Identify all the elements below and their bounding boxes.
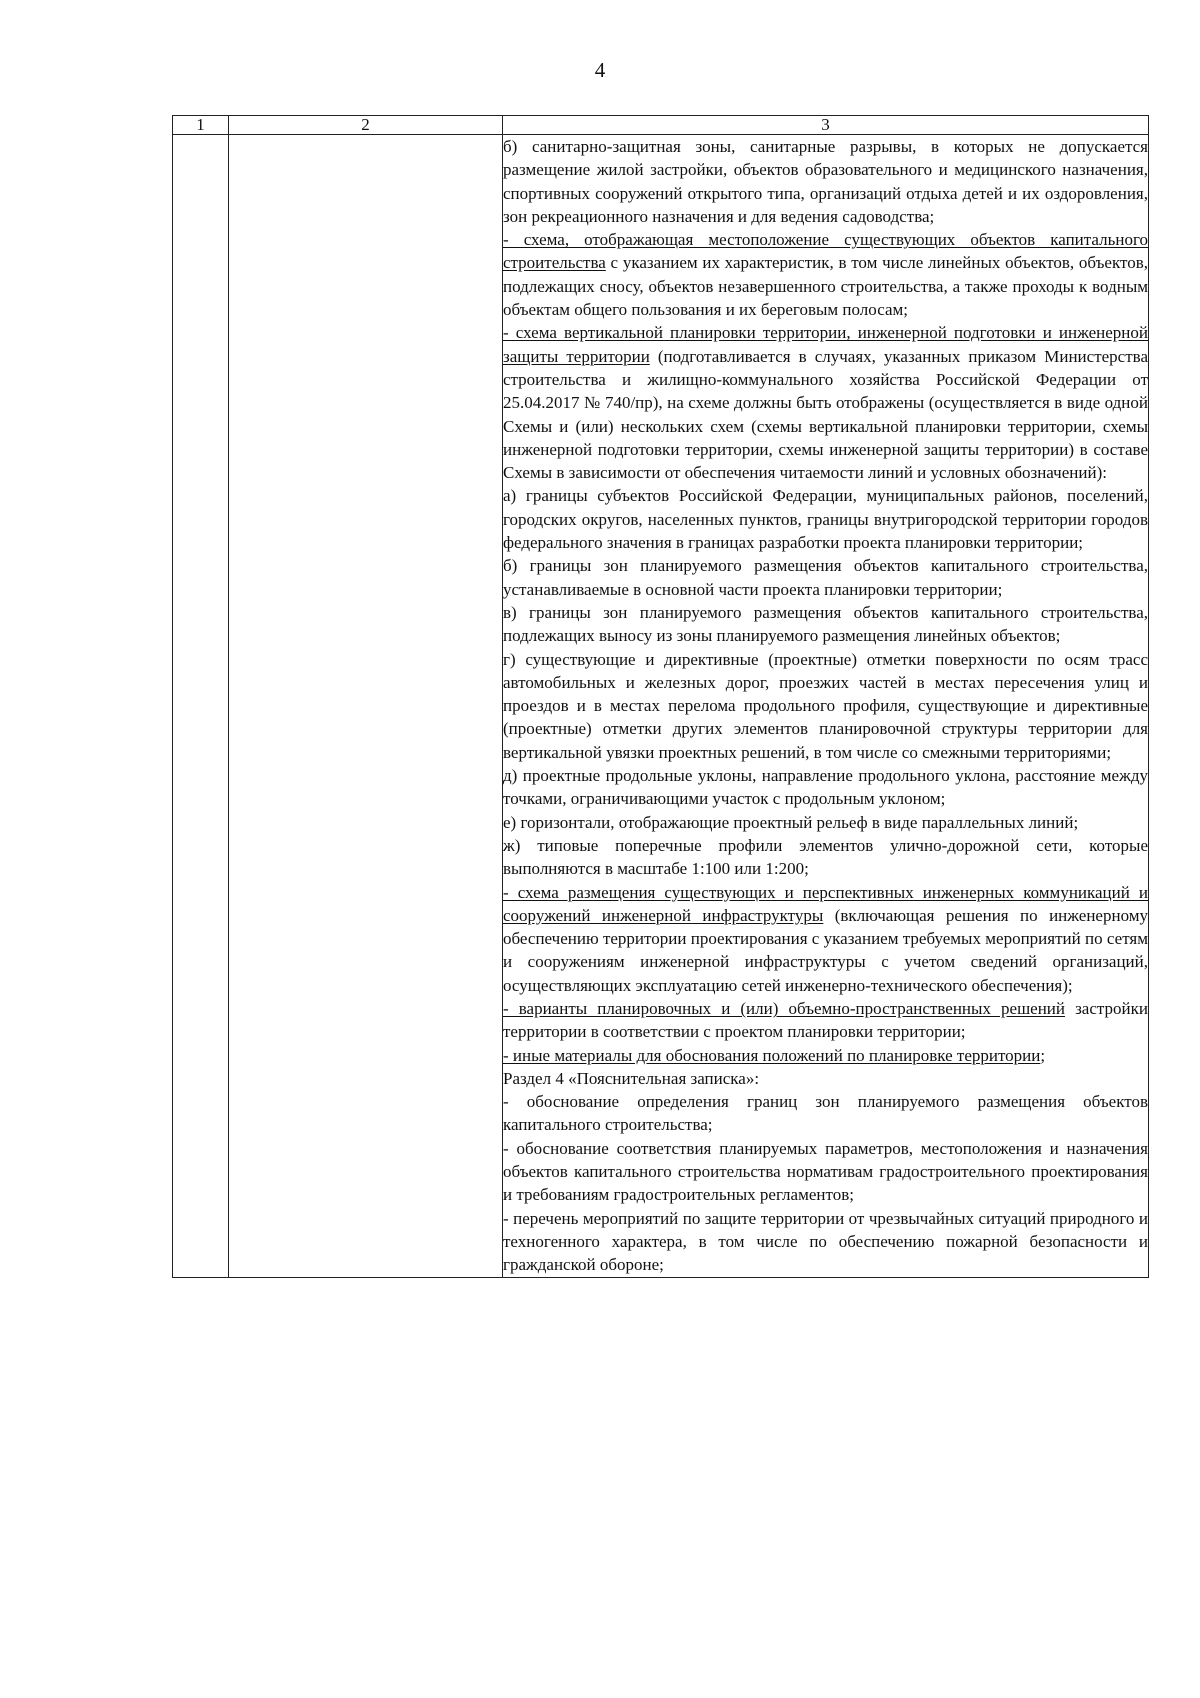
paragraph: ж) типовые поперечные профили элементов улично-дорожной сети, которые выполняются в масштабе 1:100 или 1:200; [503,835,1148,879]
paragraph: г) существующие и директивные (проектные) отметки поверхности по осям трасс автомобильных и железных дорог, проезжих частей в местах пересечения улиц и проездов и в местах перелома продольного профиля, существующие и директивные (проектные) отметки других элементов планировочной структуры территории для вертикальной увязки проектных решений, в том числе со смежными территориями; [503,649,1148,762]
paragraph: - схема размещения существующих и перспективных инженерных коммуникаций и сооружений инженерной инфраструктуры (включающая решения по инженерному обеспечению территории проектирования с указанием требуемых мероприятий по сетям и сооружениям инженерной инфраструктуры с учетом сведений организаций, осуществляющих эксплуатацию сетей инженерно-технического обеспечения); [503,882,1149,995]
cell-column-1 [173,135,229,1278]
underlined-heading: - схема вертикальной планировки территории, инженерной подготовки и инженерной защиты территории [503,323,1148,366]
page-number: 4 [594,58,606,82]
underlined-heading: - иные материалы для обоснования положений по планировке территории [503,1045,1041,1065]
paragraph: б) границы зон планируемого размещения объектов капитального строительства, устанавливаемые в основной части проекта планировки территории; [503,556,1148,599]
paragraph: - обоснование определения границ зон планируемого размещения объектов капитального строительства; [503,1092,1148,1135]
column-header-3: 3 [503,116,1149,135]
cell-column-3 [503,135,1149,1278]
paragraph: д) проектные продольные уклоны, направление продольного уклона, расстояние между точками, ограничивающими участок с продольным уклоном; [503,766,1148,809]
table-header-row [173,116,1149,135]
paragraph: - иные материалы для обоснования положений по планировке территории; [503,1045,1046,1065]
column-header-1: 1 [173,116,229,135]
paragraph: б) санитарно-защитная зоны, санитарные разрывы, в которых не допускается размещение жилой застройки, объектов образовательного и медицинского назначения, спортивных сооружений открытого типа, организаций отдыха детей и их оздоровления, зон рекреационного назначения и для ведения садоводства; [503,137,1148,226]
paragraph: а) границы субъектов Российской Федерации, муниципальных районов, поселений, городских округов, населенных пунктов, границы внутригородской территории городов федерального значения в границах разработки проекта планировки территории; [503,486,1148,553]
paragraph: - схема, отображающая местоположение существующих объектов капитального строительства с указанием их характеристик, в том числе линейных объектов, объектов, подлежащих сносу, объектов незавершенного строительства, а также проходы к водным объектам общего пользования и их береговым полосам; [503,230,1148,320]
underlined-heading: - схема, отображающая местоположение существующих объектов капитального строительства [503,230,1148,273]
column-header-2: 2 [229,116,503,135]
section-heading: Раздел 4 «Пояснительная записка»: [503,1068,760,1088]
underlined-heading: - варианты планировочных и (или) объемно-пространственных решений [503,998,1066,1018]
paragraph: - перечень мероприятий по защите территории от чрезвычайных ситуаций природного и техногенного характера, в том числе по обеспечению пожарной безопасности и гражданской обороне; [503,1208,1148,1275]
paragraph: - обоснование соответствия планируемых параметров, местоположения и назначения объектов капитального строительства нормативам градостроительного проектирования и требованиям градостроительных регламентов; [503,1138,1148,1205]
document-table [172,115,1149,1278]
paragraph: - схема вертикальной планировки территории, инженерной подготовки и инженерной защиты территории (подготавливается в случаях, указанных приказом Министерства строительства и жилищно-коммунального хозяйства Российской Федерации от 25.04.2017 № 740/пр), на схеме должны быть отображены (осуществляется в виде одной Схемы и (или) нескольких схем (схемы вертикальной планировки территории, схемы инженерной подготовки территории, схемы инженерной защиты территории) в составе Схемы в зависимости от обеспечения читаемости линий и условных обозначений): [503,323,1148,483]
table-row [173,135,1149,1278]
paragraph: е) горизонтали, отображающие проектный рельеф в виде параллельных линий; [503,812,1079,832]
paragraph: в) границы зон планируемого размещения объектов капитального строительства, подлежащих выносу из зоны планируемого размещения линейных объектов; [503,602,1148,646]
cell-column-2 [229,135,503,1278]
paragraph: - варианты планировочных и (или) объемно-пространственных решений застройки территории в соответствии с проектом планировки территории; [503,998,1148,1042]
underlined-heading: - схема размещения существующих и перспективных инженерных коммуникаций и сооружений инженерной инфраструктуры [503,882,1148,925]
